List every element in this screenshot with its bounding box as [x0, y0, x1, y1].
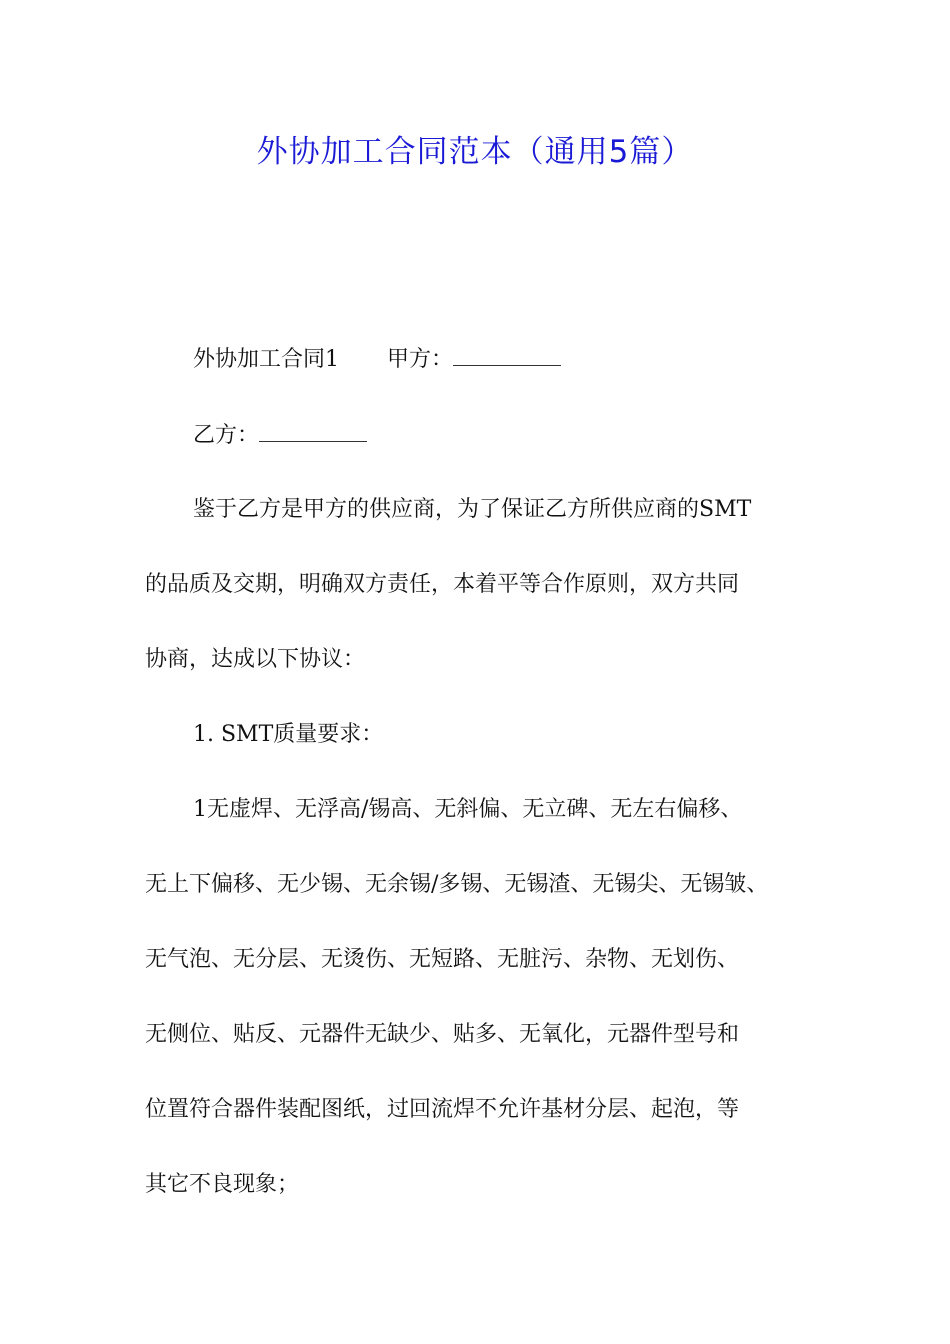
paragraph-line: 1无虚焊、无浮高/锡高、无斜偏、无立碑、无左右偏移、: [193, 797, 743, 822]
contract-heading-line: [193, 345, 561, 375]
paragraph-line: 无侧位、贴反、元器件无缺少、贴多、无氧化，元器件型号和: [145, 1022, 740, 1047]
contract-heading: 外协加工合同1: [193, 347, 339, 372]
party-b-label: 乙方：: [193, 423, 260, 448]
paragraph-line: 无上下偏移、无少锡、无余锡/多锡、无锡渣、无锡尖、无锡皱、: [145, 872, 769, 897]
paragraph-line: 协商，达成以下协议：: [145, 647, 366, 672]
party-a-blank-field[interactable]: [453, 347, 561, 366]
paragraph-line: 无气泡、无分层、无烫伤、无短路、无脏污、杂物、无划伤、: [145, 947, 740, 972]
party-b-line: [193, 421, 367, 451]
party-b-blank-field[interactable]: [259, 423, 367, 442]
paragraph-line: 其它不良现象；: [145, 1172, 300, 1197]
paragraph-line: 的品质及交期，明确双方责任，本着平等合作原则，双方共同: [145, 572, 740, 597]
section-heading: 1. SMT质量要求：: [193, 722, 384, 747]
document-title: 外协加工合同范本（通用5篇）: [256, 134, 694, 170]
party-a-label: 甲方：: [387, 347, 454, 372]
paragraph-line: 位置符合器件装配图纸，过回流焊不允许基材分层、起泡，等: [145, 1097, 740, 1122]
paragraph-line: 鉴于乙方是甲方的供应商，为了保证乙方所供应商的SMT: [193, 497, 752, 522]
